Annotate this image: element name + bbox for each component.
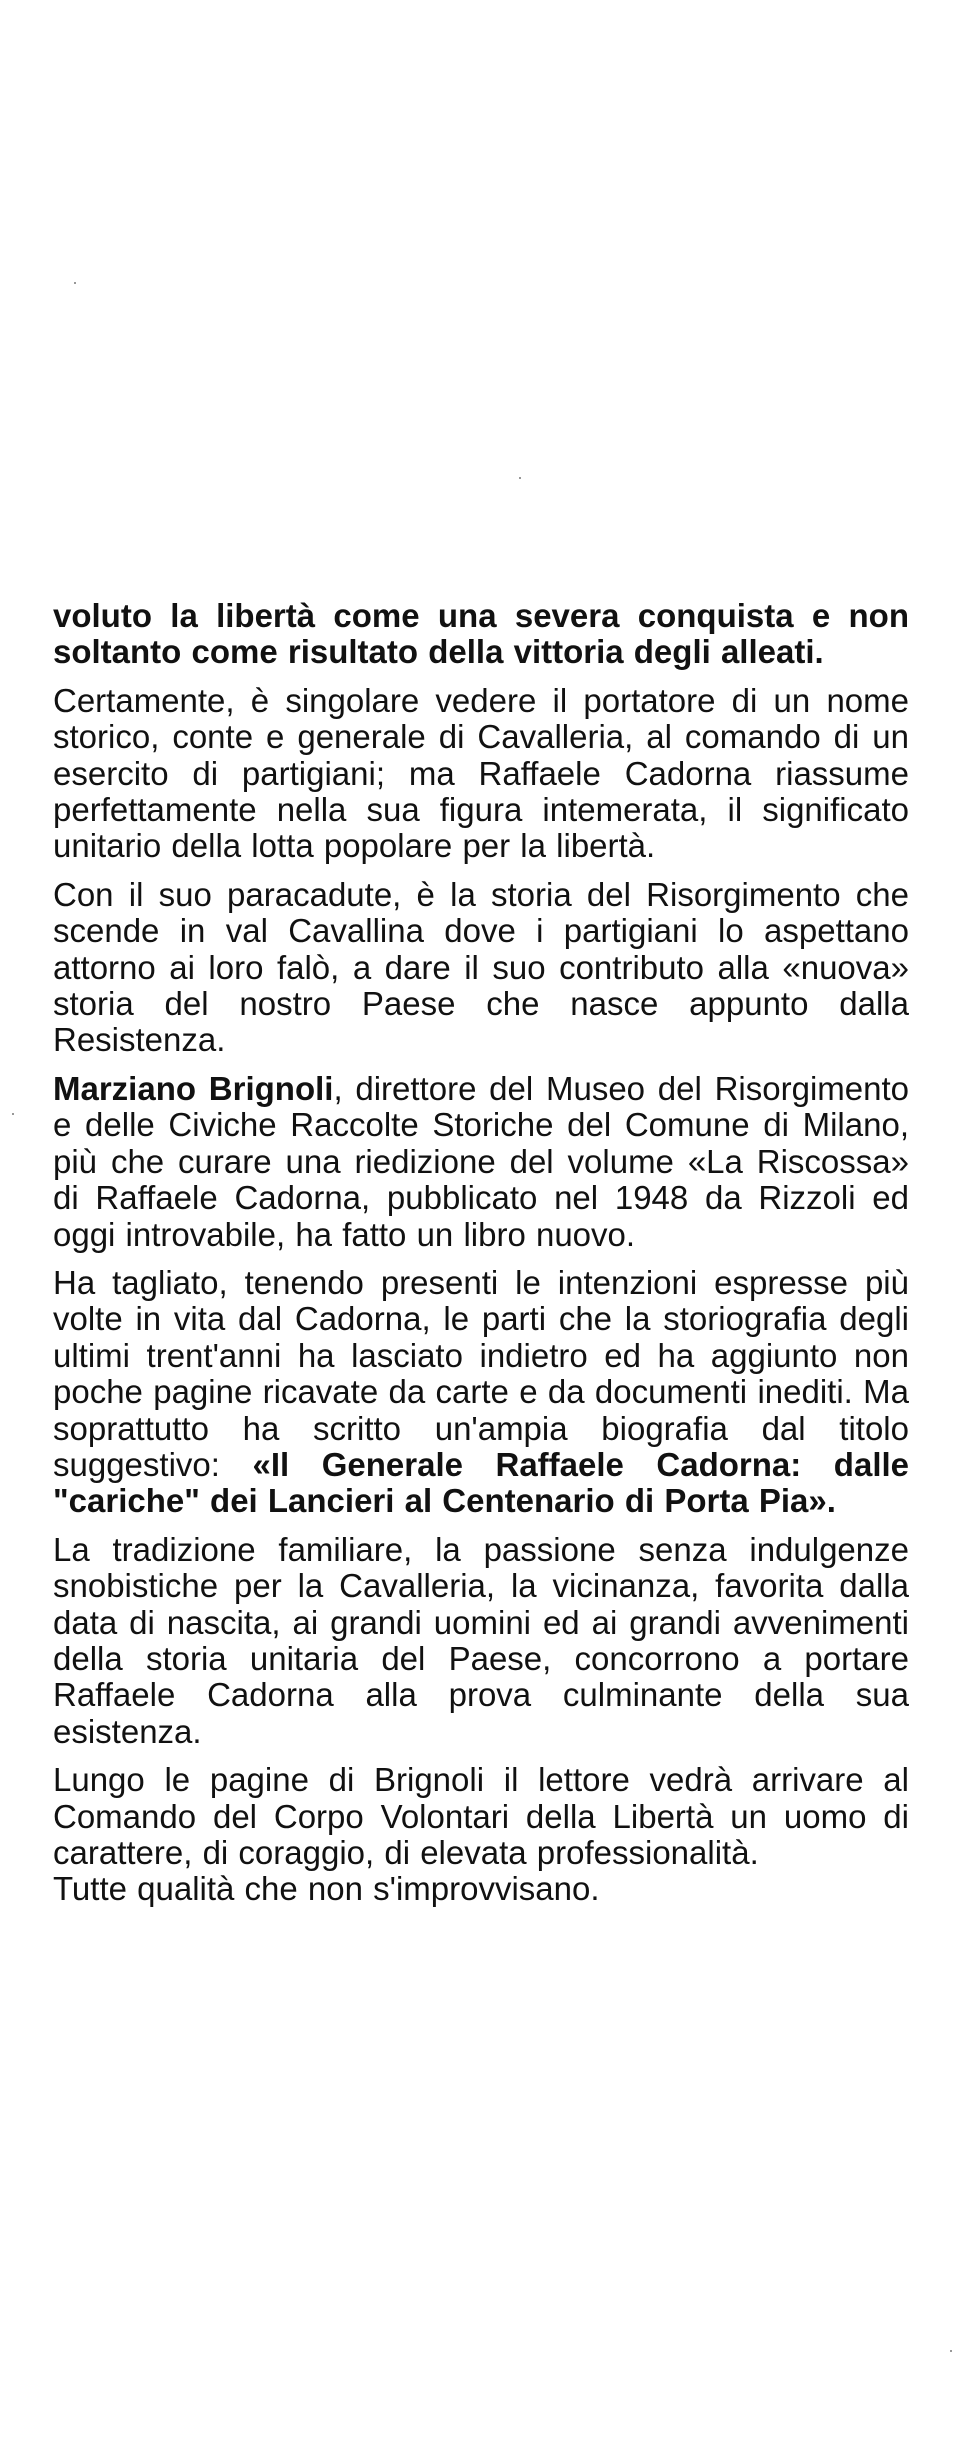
paragraph-edition: [53, 1265, 909, 1520]
paragraph-cadorna-portrait: [53, 683, 909, 865]
scan-speck: [74, 282, 76, 284]
paragraph-reader: [53, 1762, 909, 1871]
paragraph-text: Certamente, è singolare vedere il portatore di un nome storico, conte e generale di Cavalleria, al comando di un esercito di partigiani; ma Raffaele Cadorna riassume perfettamente nella sua figura intemerata, il significato unitario della lotta popolare per la libertà.: [53, 681, 909, 865]
paragraph-closing: [53, 1871, 909, 1907]
paragraph-paracadute: [53, 877, 909, 1059]
paragraph-text: Con il suo paracadute, è la storia del Risorgimento che scende in val Cavallina dove i partigiani lo aspettano attorno ai loro falò, a dare il suo contributo alla «nuova» storia del nostro Paese che nasce appunto dalla Resistenza.: [53, 875, 909, 1059]
paragraph-text: Lungo le pagine di Brignoli il lettore vedrà arrivare al Comando del Corpo Volontari della Libertà un uomo di carattere, di coraggio, di elevata professionalità.: [53, 1761, 909, 1871]
scan-speck: [12, 1113, 14, 1115]
author-name: Marziano Brignoli: [53, 1069, 334, 1107]
paragraph-text: Ha tagliato, tenendo presenti le intenzioni espresse più volte in vita dal Cadorna, le parti che la storiografia degli ultimi trent'anni ha lasciato indietro ed ha aggiunto non poche pagine ricavate da carte e da documenti inediti. Ma soprattutto ha scritto un'ampia biografia dal titolo suggestivo:: [53, 1263, 909, 1483]
paragraph-text: , direttore del Museo del Risorgimento e delle Civiche Raccolte Storiche del Comune di Milano, più che curare una riedizione del volume «La Riscossa» di Raffaele Cadorna, pubblicato nel 1948 da Rizzoli ed oggi introvabile, ha fatto un libro nuovo.: [53, 1069, 909, 1253]
scan-speck: [950, 2350, 952, 2352]
paragraph-text: Tutte qualità che non s'improvvisano.: [53, 1870, 600, 1908]
paragraph-tradition: [53, 1532, 909, 1750]
paragraph-brignoli: [53, 1071, 909, 1253]
paragraph-closing-quote: [53, 598, 909, 671]
biography-title: «Il Generale Raffaele Cadorna: dalle "cariche" dei Lancieri al Centenario di Porta Pia».: [53, 1445, 910, 1520]
paragraph-text: voluto la libertà come una severa conquista e non soltanto come risultato della vittoria degli alleati.: [53, 597, 909, 671]
scan-speck: [519, 477, 521, 479]
paragraph-text: La tradizione familiare, la passione senza indulgenze snobistiche per la Cavalleria, la vicinanza, favorita dalla data di nascita, ai grandi uomini ed ai grandi avvenimenti della storia unitaria del Paese, concorrono a portare Raffaele Cadorna alla prova culminante della sua esistenza.: [53, 1530, 909, 1750]
text-column: [53, 598, 909, 1908]
